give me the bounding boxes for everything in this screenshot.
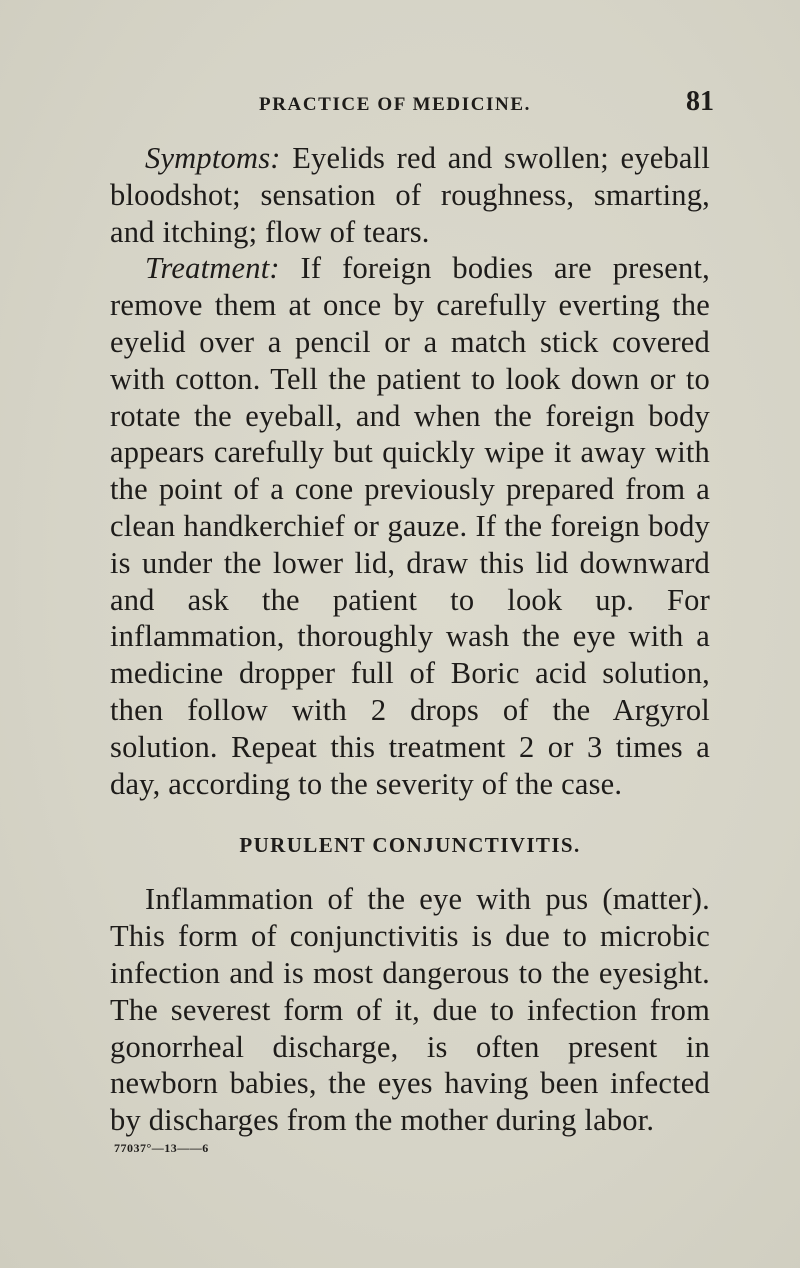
treatment-paragraph <box>110 250 710 802</box>
purulent-paragraph: Inflammation of the eye with pus (matter). This form of conjunctivitis is due to microbic infection and is most dangerous to the eyesight. The severest form of it, due to infection from gonorrheal discharge, is often present in newborn babies, the eyes having been infected by discharges from the mother during labor. <box>110 882 710 1138</box>
running-head <box>114 86 714 126</box>
body-text <box>110 140 710 1156</box>
running-title: PRACTICE OF MEDICINE. <box>259 94 531 115</box>
section-heading: PURULENT CONJUNCTIVITIS. <box>239 833 581 858</box>
printer-signature: 77037°—13——6 <box>114 1140 209 1155</box>
page-number: 81 <box>686 86 714 117</box>
symptoms-label: Symptoms: <box>145 141 281 175</box>
treatment-label: Treatment: <box>145 251 280 286</box>
symptoms-text: Eyelids red and swollen; eyeball bloodshot; sensation of roughness, smarting, and itching; flow of tears. <box>110 141 710 249</box>
symptoms-paragraph <box>110 140 710 250</box>
treatment-text: If foreign bodies are present, remove them at once by carefully everting the eyelid over a pencil or a match stick covered with cotton. Tell the patient to look down or to rotate the eyeball, and when the foreign body appears carefully but quickly wipe it away with the point of a cone previously prepared from a clean handkerchief or gauze. If the foreign body is under the lower lid, draw this lid downward and ask the patient to look up. For inflammation, thoroughly wash the eye with a medicine dropper full of Boric acid solution, then follow with 2 drops of the Argyrol solution. Repeat this treatment 2 or 3 times a day, according to the severity of the case. <box>110 251 710 801</box>
